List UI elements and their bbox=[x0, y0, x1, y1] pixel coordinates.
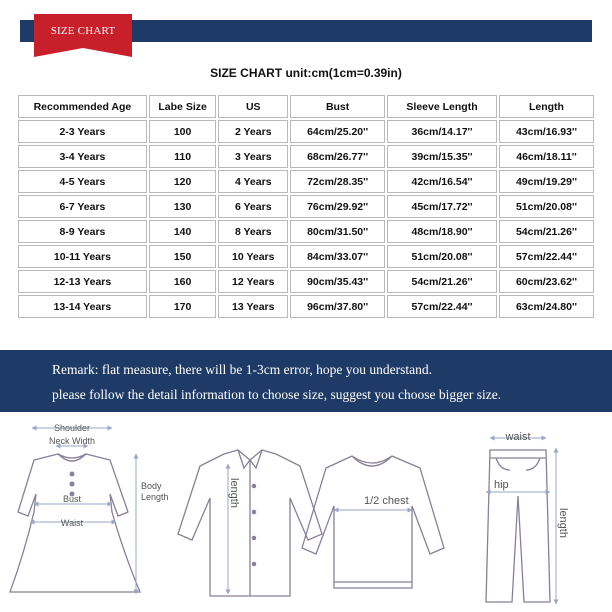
table-row bbox=[18, 245, 594, 268]
pants-diagram bbox=[486, 450, 550, 602]
table-cell: 3-4 Years bbox=[18, 145, 147, 168]
bust-label: Bust bbox=[62, 494, 82, 504]
table-cell: 12-13 Years bbox=[18, 270, 147, 293]
table-cell: 54cm/21.26'' bbox=[387, 270, 497, 293]
table-cell: 150 bbox=[149, 245, 217, 268]
pants-waist-label: waist bbox=[505, 431, 531, 443]
table-cell: 2 Years bbox=[218, 120, 288, 143]
table-cell: 6-7 Years bbox=[18, 195, 147, 218]
table-cell: 51cm/20.08'' bbox=[499, 195, 594, 218]
table-cell: 130 bbox=[149, 195, 217, 218]
header-cell: Length bbox=[499, 95, 594, 118]
remark-banner bbox=[0, 350, 612, 412]
table-cell: 110 bbox=[149, 145, 217, 168]
header-cell: Bust bbox=[290, 95, 385, 118]
table-cell: 43cm/16.93'' bbox=[499, 120, 594, 143]
waist-label: Waist bbox=[60, 518, 84, 528]
table-cell: 60cm/23.62'' bbox=[499, 270, 594, 293]
table-cell: 90cm/35.43'' bbox=[290, 270, 385, 293]
table-cell: 54cm/21.26'' bbox=[499, 220, 594, 243]
remark-line-2: please follow the detail information to choose size, suggest you choose bigger size. bbox=[52, 387, 502, 402]
header-cell: Labe Size bbox=[149, 95, 217, 118]
table-cell: 48cm/18.90'' bbox=[387, 220, 497, 243]
header-cell: Recommended Age bbox=[18, 95, 147, 118]
table-cell: 170 bbox=[149, 295, 217, 318]
size-chart-badge: SIZE CHART bbox=[34, 14, 132, 48]
table-cell: 12 Years bbox=[218, 270, 288, 293]
table-cell: 13-14 Years bbox=[18, 295, 147, 318]
table-cell: 49cm/19.29'' bbox=[499, 170, 594, 193]
table-cell: 39cm/15.35'' bbox=[387, 145, 497, 168]
table-cell: 160 bbox=[149, 270, 217, 293]
body-length-label-2: Length bbox=[141, 492, 169, 502]
table-cell: 76cm/29.92'' bbox=[290, 195, 385, 218]
sweater-outline bbox=[302, 456, 444, 588]
table-cell: 51cm/20.08'' bbox=[387, 245, 497, 268]
table-cell: 57cm/22.44'' bbox=[387, 295, 497, 318]
table-cell: 42cm/16.54'' bbox=[387, 170, 497, 193]
table-cell: 96cm/37.80'' bbox=[290, 295, 385, 318]
table-cell: 63cm/24.80'' bbox=[499, 295, 594, 318]
table-row bbox=[18, 120, 594, 143]
table-cell: 4 Years bbox=[218, 170, 288, 193]
remark-line-1: Remark: flat measure, there will be 1-3cm error, hope you understand. bbox=[52, 362, 432, 377]
table-cell: 3 Years bbox=[218, 145, 288, 168]
chart-title: SIZE CHART unit:cm(1cm=0.39in) bbox=[210, 66, 402, 80]
table-row bbox=[18, 145, 594, 168]
table-row bbox=[18, 270, 594, 293]
pants-outline bbox=[486, 450, 550, 602]
chest-label: 1/2 chest bbox=[364, 495, 409, 507]
table-cell: 10-11 Years bbox=[18, 245, 147, 268]
table-cell: 8-9 Years bbox=[18, 220, 147, 243]
garment-diagrams bbox=[0, 416, 612, 612]
table-cell: 45cm/17.72'' bbox=[387, 195, 497, 218]
pants-length-label: length bbox=[557, 508, 569, 538]
table-row bbox=[18, 195, 594, 218]
table-cell: 8 Years bbox=[218, 220, 288, 243]
neck-width-label: Neck Width bbox=[48, 436, 96, 446]
table-header-row bbox=[18, 95, 594, 118]
table-cell: 64cm/25.20'' bbox=[290, 120, 385, 143]
table-cell: 80cm/31.50'' bbox=[290, 220, 385, 243]
body-length-label: Body bbox=[141, 481, 162, 491]
dress-measures bbox=[32, 428, 136, 592]
table-cell: 68cm/26.77'' bbox=[290, 145, 385, 168]
table-cell: 57cm/22.44'' bbox=[499, 245, 594, 268]
table-cell: 100 bbox=[149, 120, 217, 143]
shirt-diagram bbox=[178, 450, 322, 596]
shoulder-label: Shoulder bbox=[53, 423, 91, 433]
table-cell: 120 bbox=[149, 170, 217, 193]
table-row bbox=[18, 170, 594, 193]
table-cell: 4-5 Years bbox=[18, 170, 147, 193]
sweater-diagram bbox=[302, 456, 444, 588]
table-cell: 140 bbox=[149, 220, 217, 243]
table-cell: 6 Years bbox=[218, 195, 288, 218]
table-row bbox=[18, 220, 594, 243]
size-table bbox=[16, 93, 596, 320]
table-cell: 84cm/33.07'' bbox=[290, 245, 385, 268]
table-cell: 2-3 Years bbox=[18, 120, 147, 143]
shirt-length-label: length bbox=[228, 478, 240, 508]
table-cell: 13 Years bbox=[218, 295, 288, 318]
table-cell: 72cm/28.35'' bbox=[290, 170, 385, 193]
table-cell: 10 Years bbox=[218, 245, 288, 268]
table-cell: 36cm/14.17'' bbox=[387, 120, 497, 143]
table-row bbox=[18, 295, 594, 318]
header-cell: US bbox=[218, 95, 288, 118]
table-cell: 46cm/18.11'' bbox=[499, 145, 594, 168]
header-cell: Sleeve Length bbox=[387, 95, 497, 118]
pants-hip-label: hip bbox=[494, 479, 509, 491]
